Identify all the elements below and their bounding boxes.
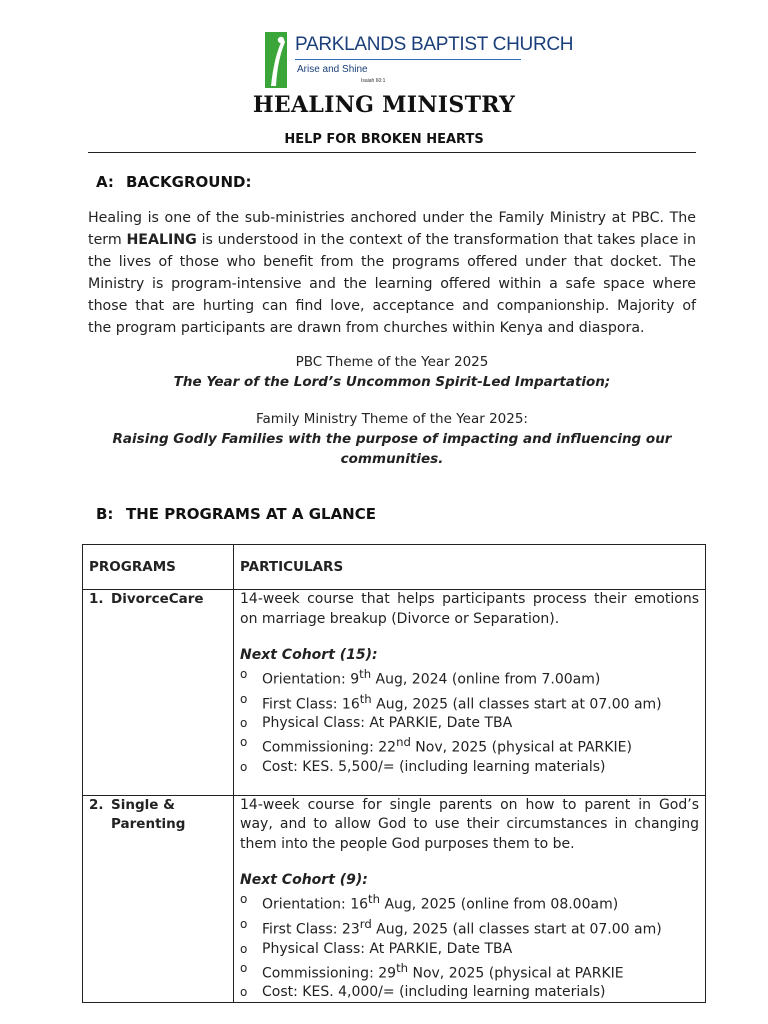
list-item: o Commissioning: 22nd Nov, 2025 (physical at PARKIE) [240, 735, 632, 756]
program-name-cell [83, 795, 234, 1002]
logo-church-name: PARKLANDS BAPTIST CHURCH [295, 34, 574, 55]
program-name: Single & [111, 796, 175, 813]
bullet-icon: o [240, 691, 248, 706]
program-number: 2. [89, 796, 104, 813]
section-b-heading [96, 505, 376, 523]
logo-divider [295, 59, 521, 60]
list-item: o Commissioning: 29th Nov, 2025 (physical at PARKIE [240, 960, 624, 982]
program-description-line: 14-week course that helps participants process their emotions [240, 591, 699, 607]
background-line: term HEALING is understood in the context of the transformation that takes place in [88, 232, 696, 248]
bullet-icon: o [240, 985, 248, 1000]
section-b-marker: B: [96, 505, 114, 523]
page-subtitle: HELP FOR BROKEN HEARTS [284, 132, 484, 147]
pbc-theme [88, 352, 696, 392]
program-description-line: 14-week course for single parents on how to parent in God’s [240, 796, 699, 813]
list-item: o Orientation: 16th Aug, 2025 (online from 08.00am) [240, 892, 619, 914]
pbc-theme-text: The Year of the Lord’s Uncommon Spirit-Led Impartation; [173, 374, 611, 390]
header-particulars: PARTICULARS [234, 545, 706, 590]
program-description-line: them into the people God purposes them to be. [240, 835, 575, 852]
bullet-icon: o [240, 716, 248, 731]
cohort-details-list [240, 665, 699, 777]
background-paragraph [88, 207, 696, 339]
bullet-icon: o [240, 960, 248, 975]
background-line: the lives of those who benefit from the programs offered under that docket. The [88, 254, 696, 270]
table-header-row [83, 545, 706, 590]
healing-term: HEALING [126, 232, 197, 248]
list-item: o First Class: 16th Aug, 2025 (all classes start at 07.00 am) [240, 691, 662, 713]
section-a-title: BACKGROUND: [126, 173, 252, 191]
list-item: o First Class: 23rd Aug, 2025 (all classes start at 07.00 am) [240, 917, 662, 938]
program-name-cell [83, 590, 234, 796]
background-line: Ministry is program-intensive and the learning offered within a safe space where [88, 276, 696, 292]
section-a-heading [96, 173, 251, 191]
pbc-theme-label: PBC Theme of the Year 2025 [295, 354, 489, 370]
list-item: o Cost: KES. 5,500/= (including learning materials) [240, 758, 606, 775]
next-cohort-label: Next Cohort (9): [240, 872, 368, 889]
list-item: o Orientation: 9th Aug, 2024 (online from 7.00am) [240, 667, 601, 688]
table-row [83, 590, 706, 796]
program-name: DivorceCare [111, 591, 204, 607]
next-cohort-label: Next Cohort (15): [240, 647, 378, 663]
bullet-icon: o [240, 759, 248, 774]
family-theme-label: Family Ministry Theme of the Year 2025: [256, 411, 528, 427]
program-name-continued: Parenting [111, 815, 186, 832]
background-line: the program participants are drawn from churches within Kenya and diaspora. [88, 320, 645, 336]
program-number: 1. [89, 591, 104, 607]
bullet-icon: o [240, 941, 248, 956]
title-divider [88, 152, 696, 153]
program-particulars-cell [234, 590, 706, 796]
bullet-icon: o [240, 667, 248, 681]
program-description-line: on marriage breakup (Divorce or Separation). [240, 610, 560, 627]
list-item: o Physical Class: At PARKIE, Date TBA [240, 715, 513, 732]
list-item: o Cost: KES. 4,000/= (including learning materials) [240, 984, 606, 1001]
bullet-icon: o [240, 735, 248, 750]
section-a-marker: A: [96, 173, 114, 191]
family-theme-text: Raising Godly Families with the purpose of impacting and influencing our [112, 431, 672, 447]
bullet-icon: o [240, 917, 248, 932]
church-logo [265, 32, 574, 88]
bullet-icon: o [240, 892, 248, 907]
program-particulars-cell [234, 795, 706, 1002]
list-item: o Physical Class: At PARKIE, Date TBA [240, 940, 513, 957]
logo-tagline: Arise and Shine [297, 64, 368, 75]
header-programs: PROGRAMS [83, 545, 234, 590]
logo-mark-icon [265, 32, 293, 88]
logo-scripture-reference: Isaiah 60:1 [361, 78, 386, 84]
program-description-line: way, and to allow God to use their circumstances in changing [240, 816, 699, 833]
page-title: HEALING MINISTRY [252, 92, 516, 118]
cohort-details-list [240, 890, 699, 1002]
family-theme-text: communities. [340, 451, 444, 467]
background-line: Healing is one of the sub-ministries anchored under the Family Ministry at PBC. The [88, 210, 696, 226]
section-b-title: THE PROGRAMS AT A GLANCE [126, 505, 376, 523]
background-line: those that are hurting can find love, acceptance and companionship. Majority of [88, 298, 696, 314]
family-theme [88, 409, 696, 469]
programs-table [82, 544, 706, 1003]
table-row [83, 795, 706, 1002]
